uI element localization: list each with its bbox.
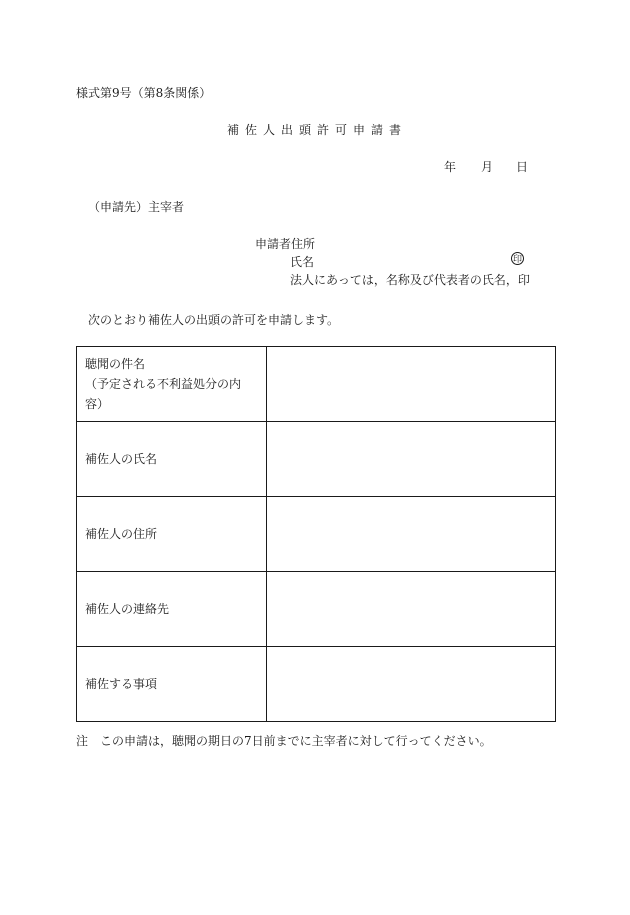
row-label — [77, 422, 267, 497]
row-label-line1: 補佐する事項 — [85, 677, 158, 691]
table-row — [77, 572, 556, 647]
seal-mark-icon — [511, 252, 524, 265]
row-label — [77, 572, 267, 647]
assistant-address-field[interactable] — [267, 497, 556, 572]
application-table — [76, 346, 556, 722]
corporation-note: 法人にあっては，名称及び代表者の氏名，印 — [290, 273, 530, 287]
hearing-subject-field[interactable] — [267, 347, 556, 422]
table-row — [77, 422, 556, 497]
date-day-label: 日 — [516, 160, 529, 174]
assistance-matters-field[interactable] — [267, 647, 556, 722]
document-title: 補佐人出頭許可申請書 — [227, 123, 408, 137]
row-label-line2: （予定される不利益処分の内容） — [85, 377, 242, 411]
table-row — [77, 497, 556, 572]
seal-mark-text: 印 — [512, 255, 522, 265]
row-label-line1: 聴聞の件名 — [85, 357, 146, 371]
row-label-line1: 補佐人の住所 — [85, 527, 158, 541]
date-month-label: 月 — [481, 160, 494, 174]
assistant-name-field[interactable] — [267, 422, 556, 497]
applicant-name-label: 氏名 — [290, 255, 315, 269]
row-label — [77, 647, 267, 722]
row-label-line1: 補佐人の連絡先 — [85, 602, 170, 616]
applicant-address-label: 申請者住所 — [255, 237, 316, 251]
addressee: （申請先）主宰者 — [88, 200, 185, 214]
form-number: 様式第9号（第8条関係） — [76, 86, 212, 100]
row-label — [77, 497, 267, 572]
date-year-label: 年 — [444, 160, 457, 174]
row-label — [77, 347, 267, 422]
assistant-contact-field[interactable] — [267, 572, 556, 647]
table-row — [77, 347, 556, 422]
intro-text: 次のとおり補佐人の出頭の許可を申請します。 — [88, 313, 340, 327]
footnote: 注 この申請は，聴聞の期日の7日前までに主宰者に対して行ってください。 — [76, 734, 492, 748]
row-label-line1: 補佐人の氏名 — [85, 452, 158, 466]
table-row — [77, 647, 556, 722]
